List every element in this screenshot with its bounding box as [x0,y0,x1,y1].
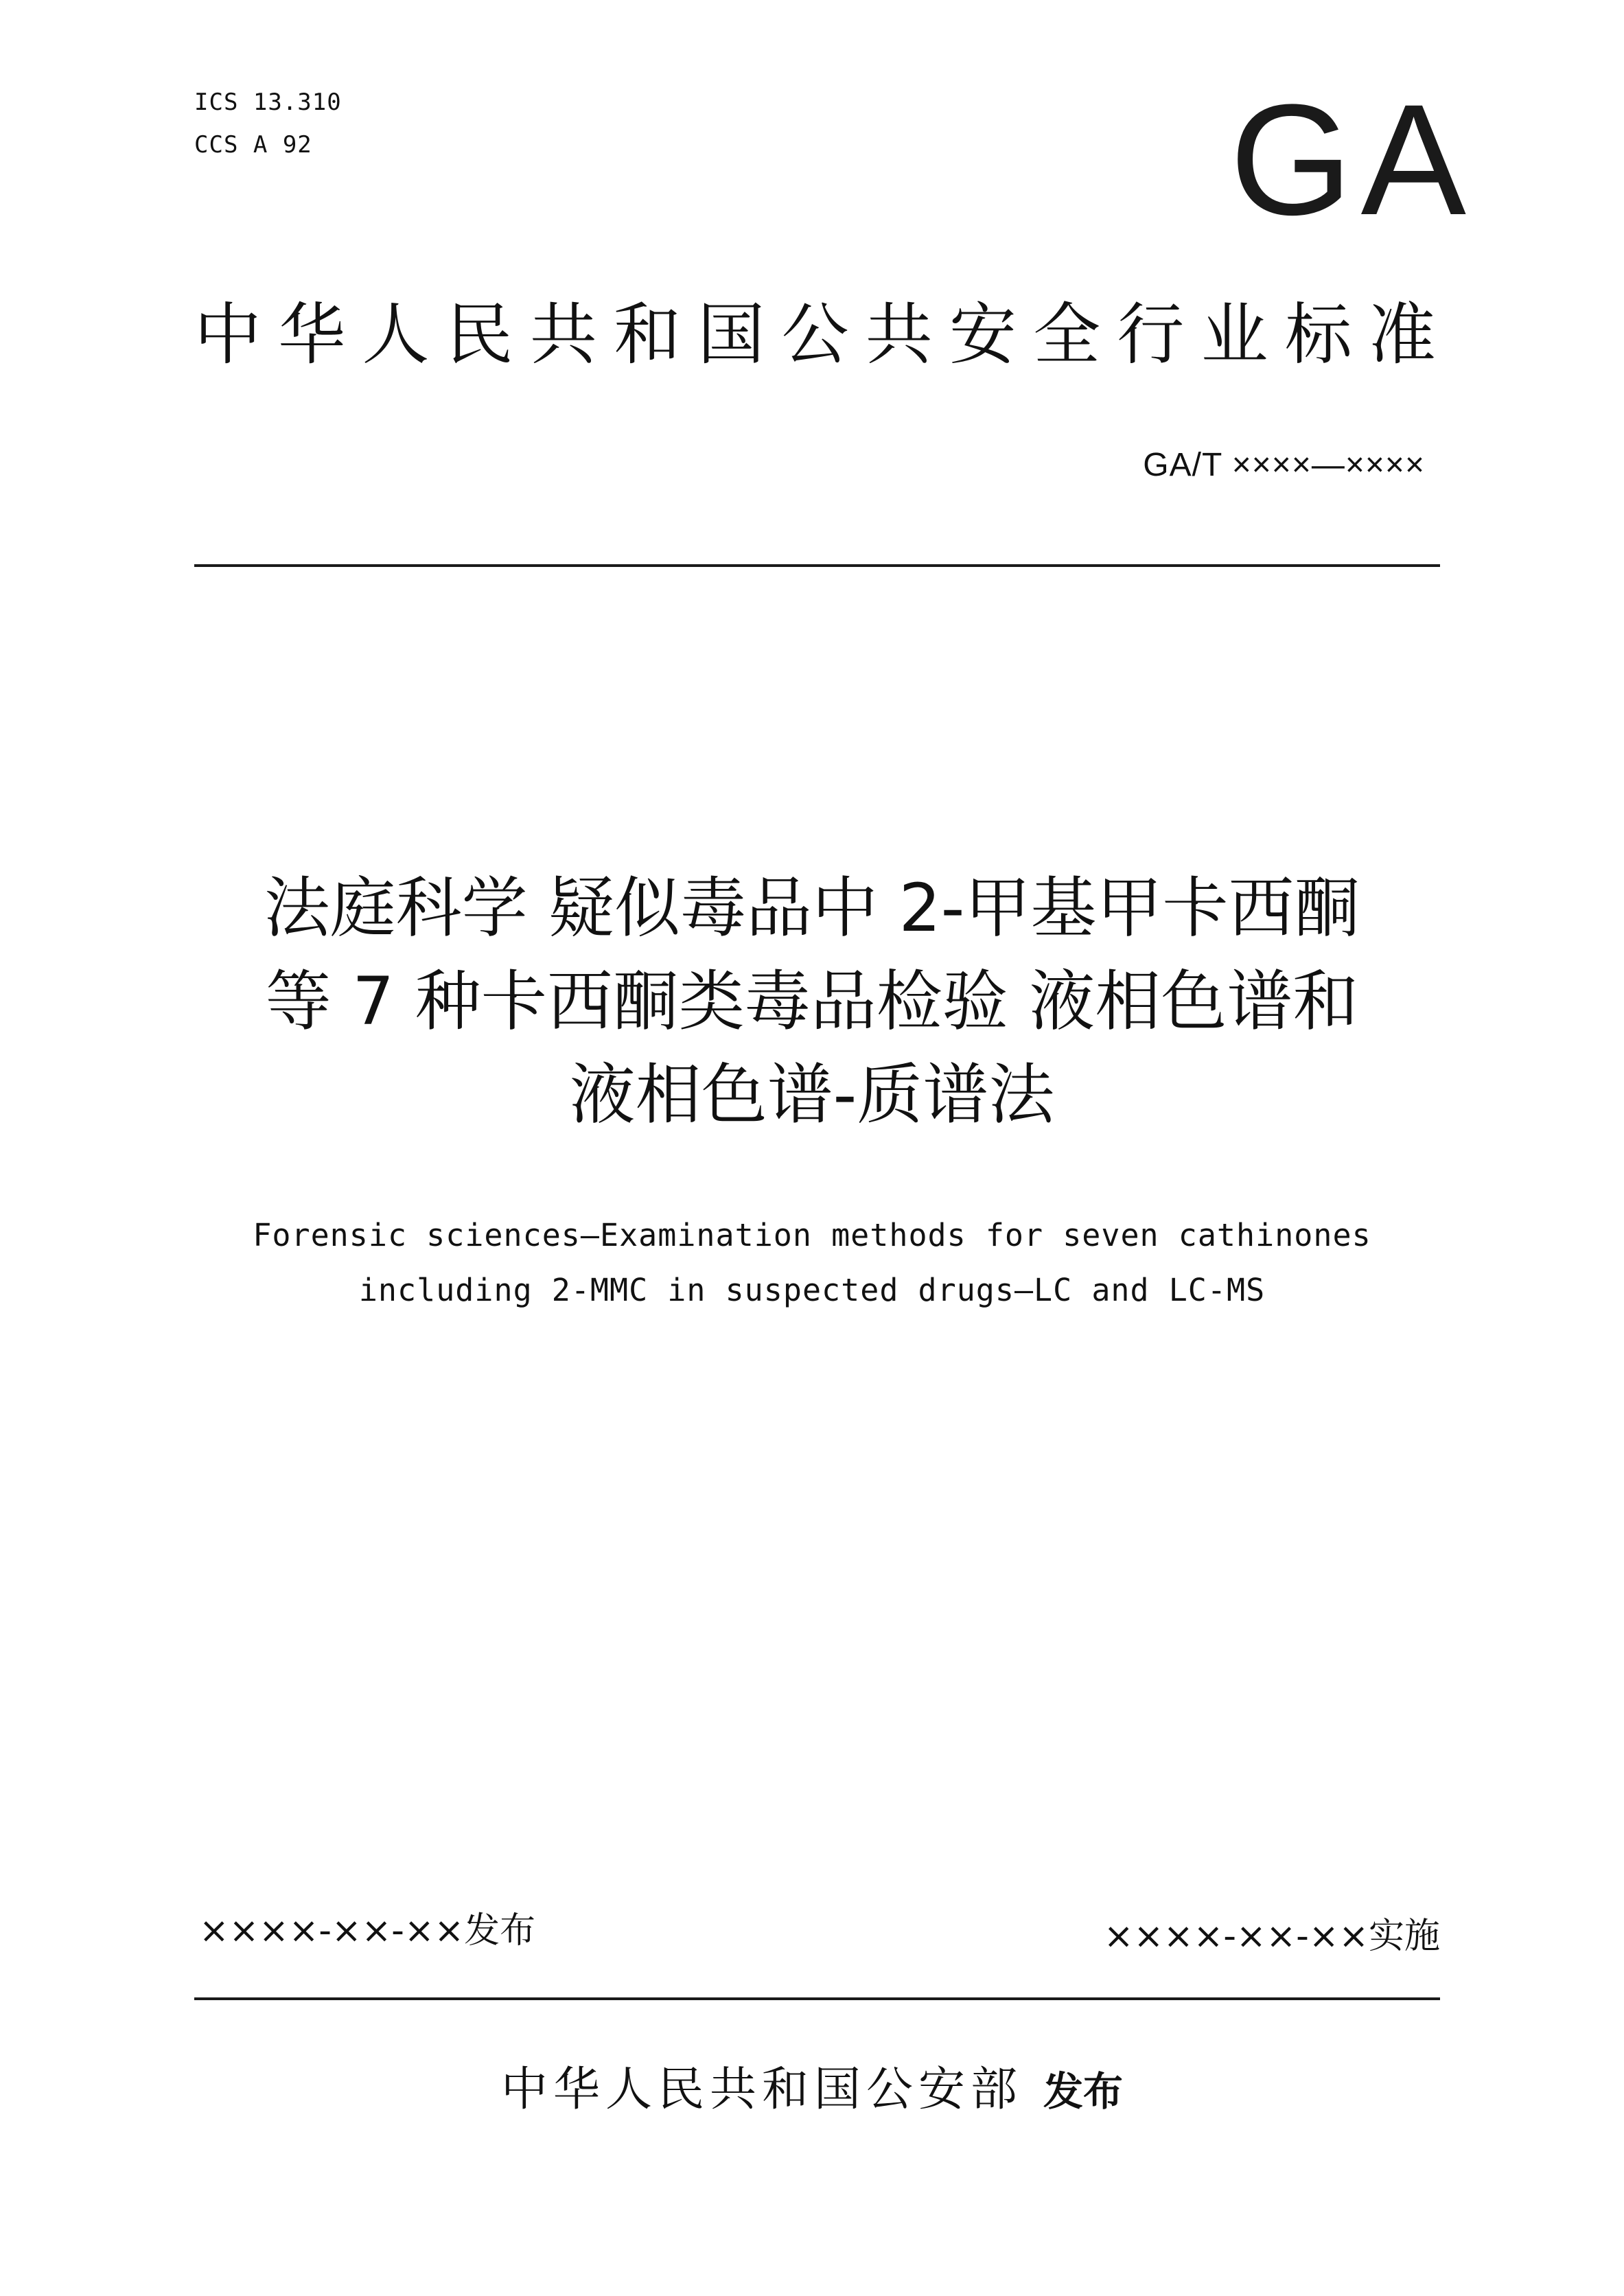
publish-action: 发布 [1043,2068,1124,2115]
publisher-name: 中华人民共和国公安部 [500,2063,1023,2117]
classification-codes [194,81,342,166]
issue-date: ××××-××-××发布 [199,1910,536,1951]
ics-code: ICS 13.310 [194,89,342,116]
chinese-title-line-3: 液相色谱-质谱法 [569,1056,1055,1133]
chinese-title-line-2: 等 7 种卡西酮类毒品检验 液相色谱和 [265,963,1359,1040]
english-title [137,1208,1487,1318]
ga-logo: GA [1229,71,1474,248]
chinese-title [158,861,1466,1141]
implementation-date: ××××-××-××实施 [1103,1916,1440,1957]
standard-code: GA/T ××××—×××× [1143,447,1425,483]
chinese-title-line-1: 法庭科学 疑似毒品中 2-甲基甲卡西酮 [264,870,1360,947]
ccs-code: CCS A 92 [194,131,312,159]
publisher-line [0,2059,1624,2122]
top-divider [194,564,1440,567]
standard-category-name: 中华人民共和国公共安全行业标准 [194,296,1440,374]
english-title-line-1: Forensic sciences—Examination methods for seven cathinones [253,1217,1371,1253]
english-title-line-2: including 2-MMC in suspected drugs—LC and LC-MS [358,1272,1266,1308]
bottom-divider [194,1997,1440,2000]
